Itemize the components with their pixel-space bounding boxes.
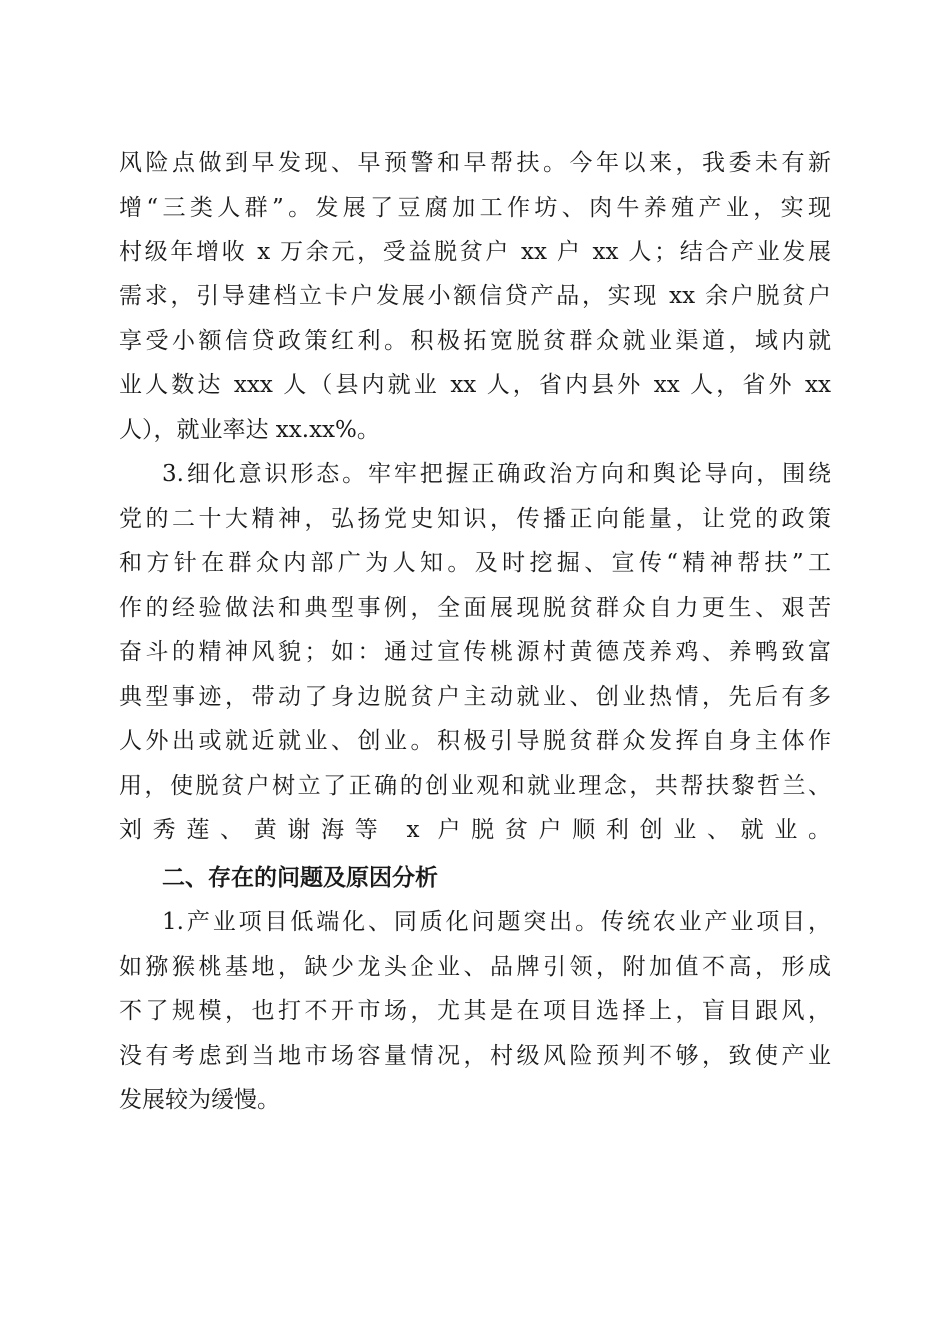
text-line: 增“三类人群”。发展了豆腐加工作坊、肉牛养殖产业，实现 — [119, 195, 831, 221]
text-line: 人），就业率达 xx.xx%。 — [119, 417, 380, 443]
text-line: 如猕猴桃基地，缺少龙头企业、品牌引领，附加值不高，形成 — [119, 954, 831, 980]
text-line: 刘秀莲、黄谢海等 x 户脱贫户顺利创业、就业。 — [119, 817, 831, 843]
text-line: 1.产业项目低端化、同质化问题突出。传统农业产业项目， — [162, 909, 831, 935]
text-line: 发展较为缓慢。 — [119, 1087, 280, 1113]
section-heading: 二、存在的问题及原因分析 — [162, 865, 438, 891]
text-line: 典型事迹，带动了身边脱贫户主动就业、创业热情，先后有多 — [119, 684, 831, 710]
text-line: 享受小额信贷政策红利。积极拓宽脱贫群众就业渠道，域内就 — [119, 328, 831, 354]
text-line: 和方针在群众内部广为人知。及时挖掘、宣传“精神帮扶”工 — [119, 550, 831, 576]
text-line: 作的经验做法和典型事例，全面展现脱贫群众自力更生、艰苦 — [119, 595, 831, 621]
text-line: 不了规模，也打不开市场，尤其是在项目选择上，盲目跟风， — [119, 998, 831, 1024]
text-line: 业人数达 xxx 人（县内就业 xx 人，省内县外 xx 人，省外 xx — [119, 372, 831, 398]
text-line: 奋斗的精神风貌；如：通过宣传桃源村黄德茂养鸡、养鸭致富 — [119, 639, 831, 665]
text-line: 党的二十大精神，弘扬党史知识，传播正向能量，让党的政策 — [119, 506, 831, 532]
text-line: 人外出或就近就业、创业。积极引导脱贫群众发挥自身主体作 — [119, 728, 831, 754]
text-line: 村级年增收 x 万余元，受益脱贫户 xx 户 xx 人；结合产业发展 — [119, 239, 831, 265]
text-line: 没有考虑到当地市场容量情况，村级风险预判不够，致使产业 — [119, 1043, 831, 1069]
text-line: 3.细化意识形态。牢牢把握正确政治方向和舆论导向，围绕 — [162, 461, 831, 487]
text-line: 需求，引导建档立卡户发展小额信贷产品，实现 xx 余户脱贫户 — [119, 283, 831, 309]
text-line: 用，使脱贫户树立了正确的创业观和就业理念，共帮扶黎哲兰、 — [119, 773, 831, 799]
text-line: 风险点做到早发现、早预警和早帮扶。今年以来，我委未有新 — [119, 150, 831, 176]
